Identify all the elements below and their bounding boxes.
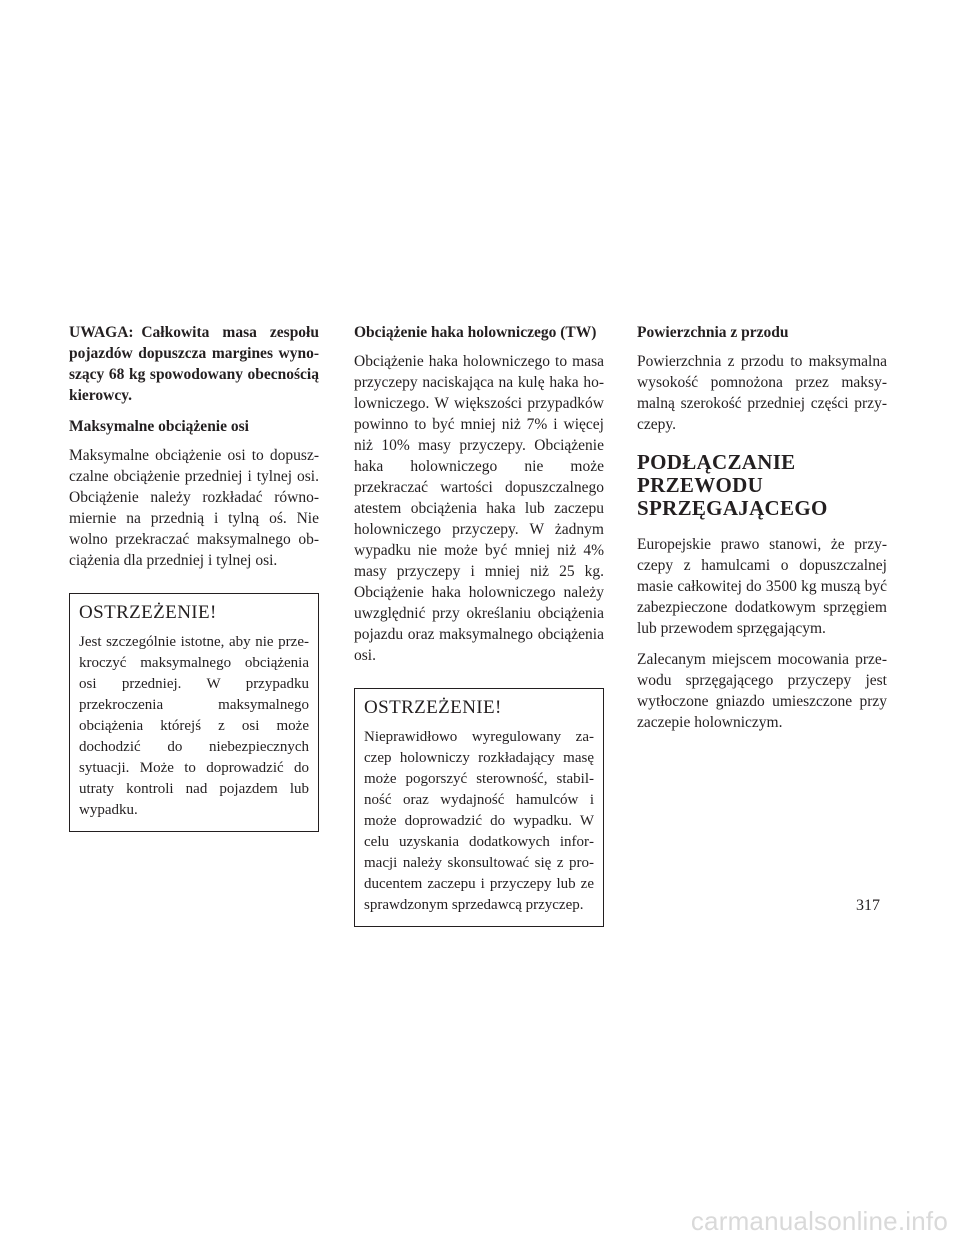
- breakaway-cable-paragraph-2: Zalecanym miejscem mocowania przewodu sprzęgającego przyczepy jest wytłoczone gniazdo umieszczone przy zaczepie holowniczym.: [637, 651, 887, 731]
- warning-text: Jest szczególnie istotne, aby nie przekroczyć maksymalnego obciążenia osi przedniej. W przypadku przekroczenia maksymalnego obciążenia którejś z osi może dochodzić do niebezpiecznych sytuacji. Może to doprowadzić do utraty kontroli nad pojazdem lub wypadku.: [79, 634, 309, 818]
- frontal-area-heading: Powierzchnia z przodu: [637, 324, 789, 341]
- column-left: [69, 322, 319, 832]
- axle-load-heading: Maksymalne obciążenie osi: [69, 418, 249, 435]
- watermark-logo: carmanualsonline.info: [690, 1206, 948, 1236]
- warning-box-axle: [69, 593, 319, 832]
- section-title-breakaway-cable: [637, 451, 887, 520]
- section-title-line-1: PODŁĄCZANIE: [637, 450, 796, 474]
- warning-title: OSTRZEŻENIE!: [79, 602, 217, 623]
- column-right: [637, 322, 887, 743]
- section-title-line-2: PRZEWODU: [637, 473, 764, 497]
- axle-load-paragraph: Maksymalne obciążenie osi to dopuszczalne obciążenie przedniej i tylnej osi. Obciążenie należy rozkładać równomiernie na przednią i tylną oś. Nie wolno przekraczać maksymalnego obciążenia dla przedniej i tylnej osi.: [69, 447, 319, 569]
- frontal-area-paragraph: Powierzchnia z przodu to maksymalna wysokość pomnożona przez maksymalną szerokość przedniej części przyczepy.: [637, 353, 887, 433]
- warning-text: Nieprawidłowo wyregulowany zaczep holowniczy rozkładający masę może pogorszyć sterowność, stabilność oraz wydajność hamulców i może doprowadzić do wypadku. W celu uzyskania dodatkowych informacji należy skonsultować się z producentem zaczepu i przyczepy lub ze sprawdzonym sprzedawcą przyczep.: [364, 729, 594, 913]
- tongue-weight-heading: Obciążenie haka holowniczego (TW): [354, 324, 597, 341]
- note-paragraph: UWAGA: Całkowita masa zespołu pojazdów dopuszcza margines wynoszący 68 kg spowodowany obecnością kierowcy.: [69, 324, 319, 404]
- page-number: 317: [856, 897, 880, 914]
- tongue-weight-paragraph: Obciążenie haka holowniczego to masa przyczepy naciskająca na kulę haka holowniczego. W większości przypadków powinno to być mniej niż 7% i więcej niż 10% masy przyczepy. Obciążenie haka holowniczego nie może przekraczać wartości dopuszczalnego atestem obciążenia haka lub zaczepu holowniczego przyczepy. W żadnym wypadku nie może być mniej niż 4% masy przyczepy i mniej niż 25 kg. Obciążenie haka holowniczego należy uwzględnić przy określaniu obciążenia pojazdu oraz maksymalnego obciążenia osi.: [354, 353, 604, 664]
- warning-title: OSTRZEŻENIE!: [364, 697, 502, 718]
- section-title-line-3: SPRZĘGAJĄCEGO: [637, 496, 828, 520]
- column-middle: [354, 322, 604, 927]
- breakaway-cable-paragraph-1: Europejskie prawo stanowi, że przyczepy z hamulcami o dopuszczalnej masie całkowitej do 3500 kg muszą być zabezpieczone dodatkowym sprzęgiem lub przewodem sprzęgającym.: [637, 536, 887, 637]
- warning-box-hitch: [354, 688, 604, 927]
